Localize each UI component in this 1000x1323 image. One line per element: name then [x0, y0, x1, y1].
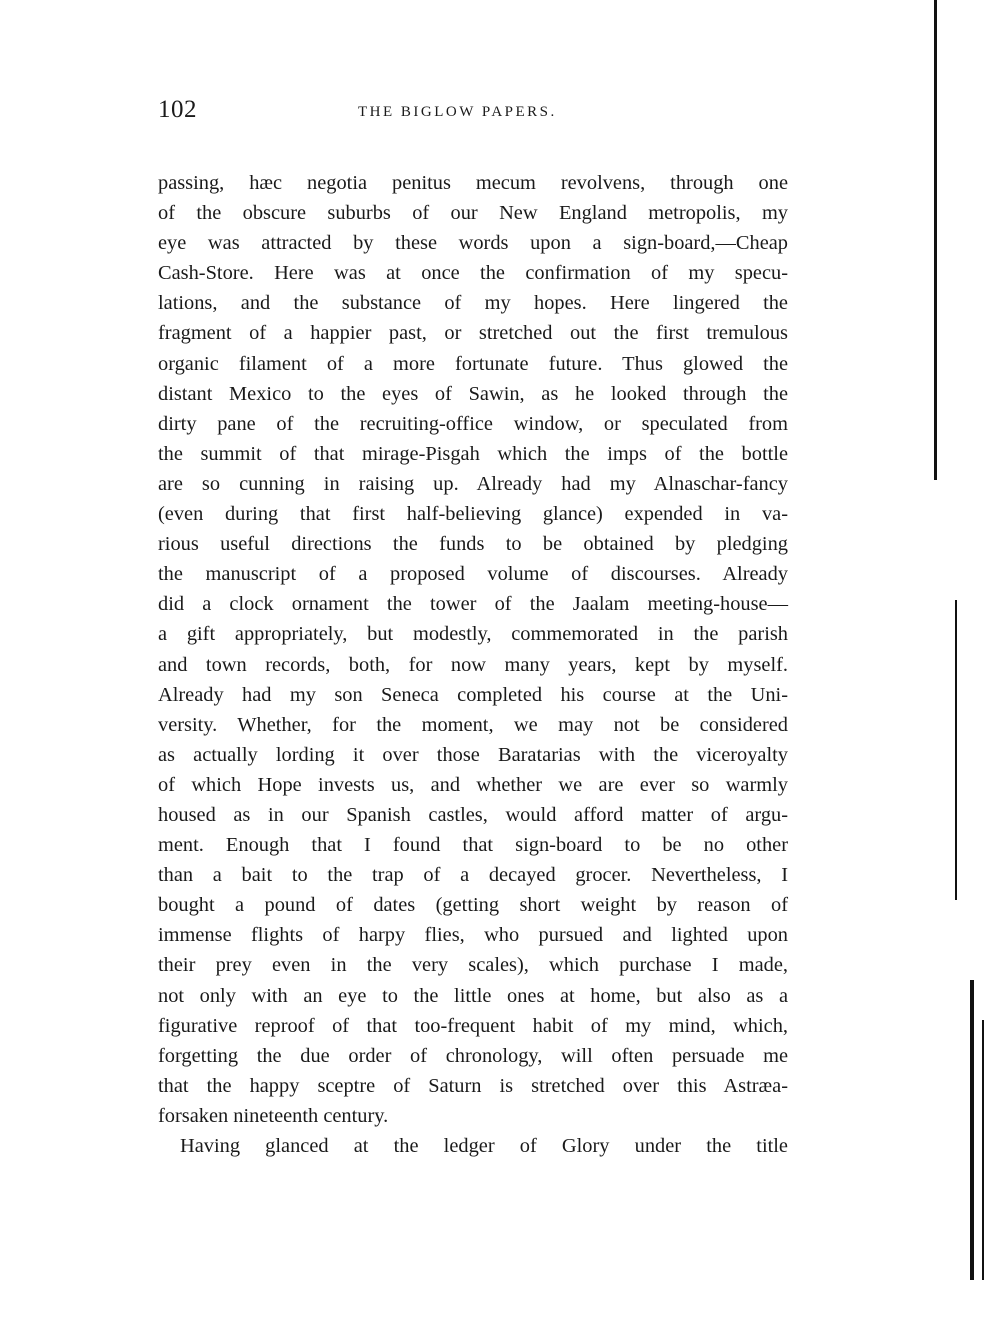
scan-edge-line [955, 600, 957, 900]
text-line: their prey even in the very scales), which purchase I made, [158, 954, 788, 977]
text-line: are so cunning in raising up. Already had my Alnaschar-fancy [158, 472, 788, 495]
text-line: did a clock ornament the tower of the Jaalam meeting-house— [158, 593, 788, 616]
text-line: passing, hæc negotia penitus mecum revolvens, through one [158, 172, 788, 194]
text-line: ment. Enough that I found that sign-board to be no other [158, 834, 788, 857]
text-line: of which Hope invests us, and whether we are ever so warmly [158, 773, 788, 796]
text-line: than a bait to the trap of a decayed grocer. Nevertheless, I [158, 864, 788, 887]
text-line: not only with an eye to the little ones at home, but also as a [158, 984, 788, 1007]
page-header [158, 96, 788, 130]
scan-edge-line [934, 0, 937, 480]
text-line: that the happy sceptre of Saturn is stretched over this Astræa- [158, 1074, 788, 1097]
running-head: THE BIGLOW PAPERS. [358, 104, 557, 120]
text-line: housed as in our Spanish castles, would afford matter of argu- [158, 803, 788, 826]
text-line: rious useful directions the funds to be obtained by pledging [158, 533, 788, 556]
text-line: immense flights of harpy flies, who pursued and lighted upon [158, 924, 788, 947]
text-line: as actually lording it over those Baratarias with the viceroyalty [158, 743, 788, 766]
scan-edge-line [970, 980, 974, 1280]
text-line: (even during that first half-believing glance) expended in va- [158, 503, 788, 526]
text-line: Already had my son Seneca completed his course at the Uni- [158, 683, 788, 706]
body-text [158, 168, 788, 1161]
text-line: Cash-Store. Here was at once the confirmation of my specu- [158, 262, 788, 285]
text-line: dirty pane of the recruiting-office window, or speculated from [158, 412, 788, 435]
text-line: the manuscript of a proposed volume of discourses. Already [158, 563, 788, 586]
text-line: fragment of a happier past, or stretched out the first tremulous [158, 322, 788, 345]
text-line: distant Mexico to the eyes of Sawin, as he looked through the [158, 382, 788, 405]
text-line: lations, and the substance of my hopes. Here lingered the [158, 292, 788, 315]
text-line: figurative reproof of that too-frequent habit of my mind, which, [158, 1014, 788, 1037]
text-line: bought a pound of dates (getting short weight by reason of [158, 894, 788, 917]
text-line: versity. Whether, for the moment, we may not be considered [158, 713, 788, 736]
text-line: organic filament of a more fortunate future. Thus glowed the [158, 352, 788, 375]
page-number: 102 [158, 96, 197, 123]
text-line: of the obscure suburbs of our New England metropolis, my [158, 202, 788, 225]
text-line: a gift appropriately, but modestly, commemorated in the parish [158, 623, 788, 646]
scan-edge-line [982, 1020, 984, 1280]
paragraph-end-line: forsaken nineteenth century. [158, 1104, 389, 1127]
text-line: eye was attracted by these words upon a sign-board,—Cheap [158, 232, 788, 255]
text-line: and town records, both, for now many years, kept by myself. [158, 653, 788, 676]
text-line: forgetting the due order of chronology, will often persuade me [158, 1044, 788, 1067]
paragraph-start-line: Having glanced at the ledger of Glory under the title [180, 1135, 788, 1157]
text-line: the summit of that mirage-Pisgah which the imps of the bottle [158, 442, 788, 465]
